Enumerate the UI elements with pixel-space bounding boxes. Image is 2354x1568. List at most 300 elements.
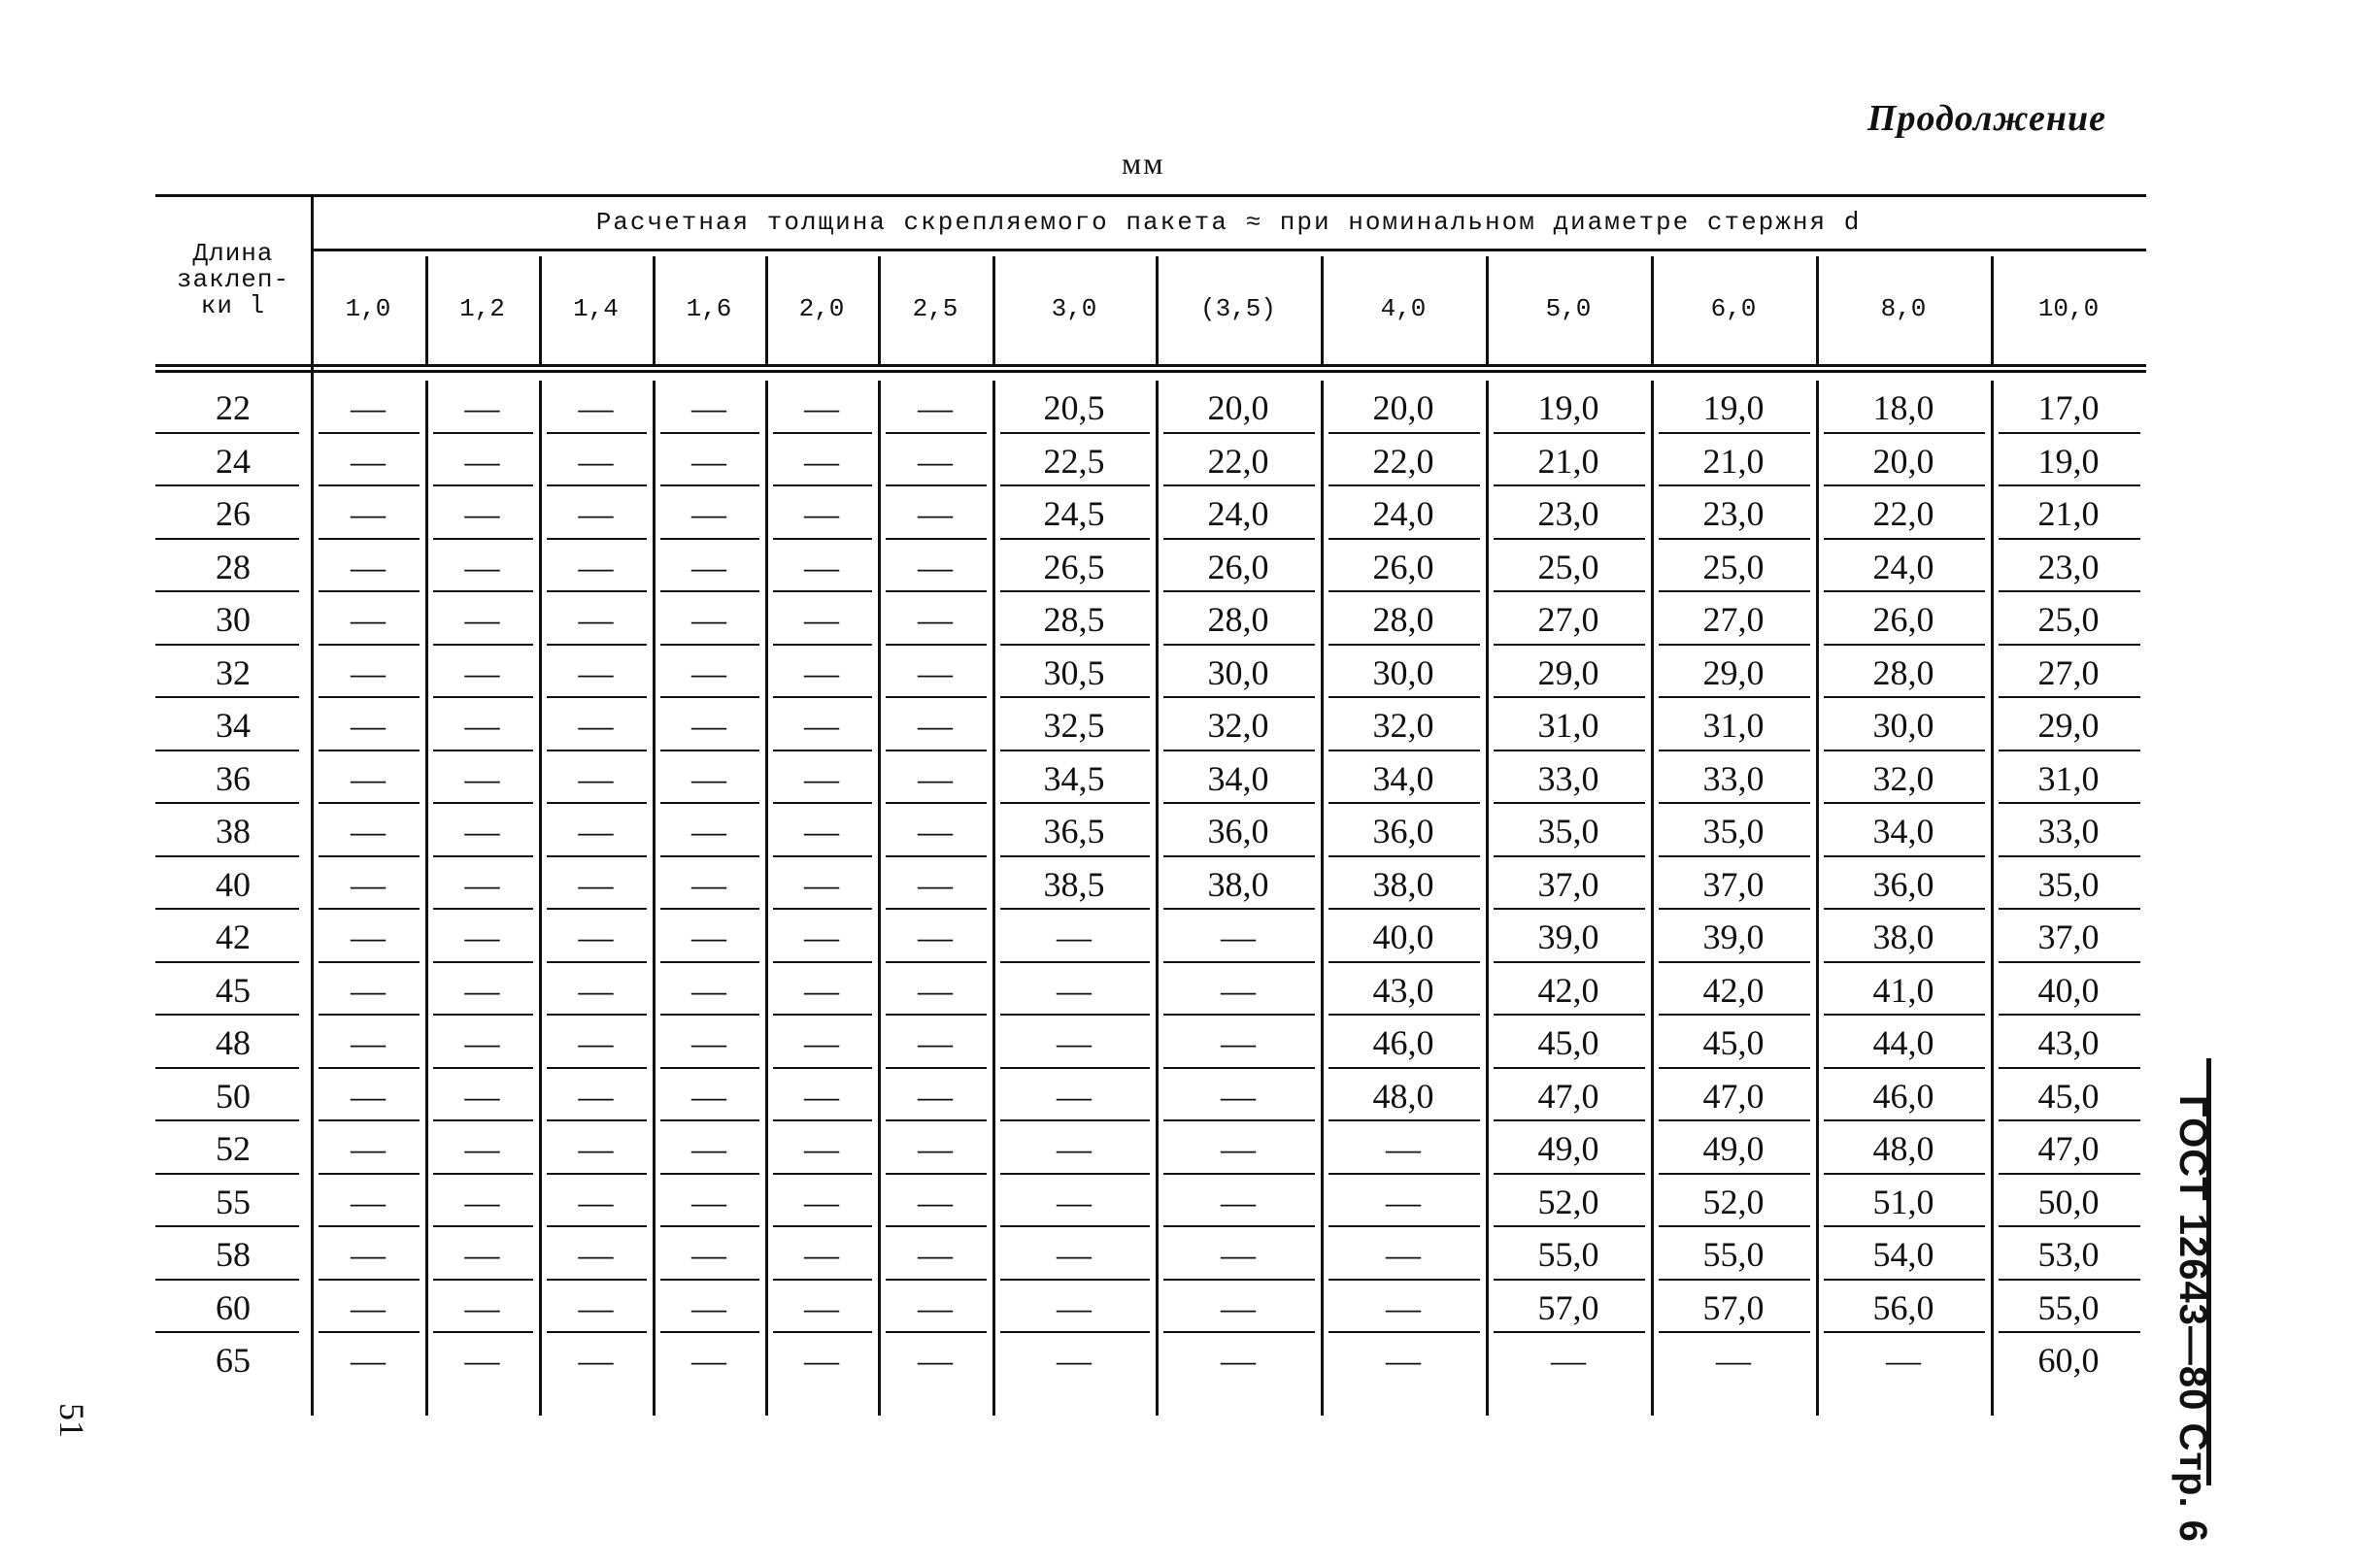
empty-value-cell: — — [804, 1235, 839, 1274]
row-rule — [773, 590, 872, 592]
row-rule — [660, 750, 759, 751]
empty-value-cell: — — [464, 1023, 500, 1062]
row-rule — [433, 1225, 533, 1227]
empty-value-cell: — — [804, 706, 839, 745]
thickness-value-cell: 52,0 — [1702, 1182, 1765, 1221]
empty-value-cell: — — [464, 1287, 500, 1327]
row-rule — [660, 802, 759, 804]
row-rule — [1494, 1173, 1645, 1175]
thickness-value-cell: 24,0 — [1372, 494, 1434, 533]
row-rule — [1999, 1014, 2140, 1016]
thickness-value-cell: 39,0 — [1537, 917, 1599, 956]
row-rule — [1999, 1225, 2140, 1227]
row-rule — [886, 484, 987, 486]
empty-value-cell: — — [804, 441, 839, 481]
row-rule — [319, 1119, 420, 1121]
row-rule — [660, 1173, 759, 1175]
empty-value-cell: — — [351, 1235, 386, 1274]
row-rule — [886, 961, 987, 963]
empty-value-cell: — — [578, 388, 614, 427]
thickness-value-cell: 22,0 — [1207, 441, 1269, 481]
row-rule — [319, 1014, 420, 1016]
side-reference: ГОСТ 12643—80 Стр. 6 — [2171, 1095, 2214, 1543]
row-rule — [1659, 908, 1810, 910]
row-rule — [1328, 1119, 1480, 1121]
row-rule — [1824, 644, 1985, 646]
row-rule — [886, 644, 987, 646]
empty-value-cell: — — [804, 1129, 839, 1168]
length-header-line: ки l — [200, 291, 266, 320]
row-rule — [1328, 1331, 1480, 1333]
row-rule — [1163, 590, 1315, 592]
thickness-value-cell: 51,0 — [1872, 1182, 1934, 1221]
thickness-value-cell: 48,0 — [1372, 1076, 1434, 1116]
empty-value-cell: — — [578, 1235, 614, 1274]
thickness-value-cell: 44,0 — [1872, 1023, 1934, 1062]
empty-value-cell: — — [578, 1076, 614, 1116]
thickness-value-cell: 28,5 — [1043, 600, 1105, 639]
row-rule — [1328, 590, 1480, 592]
row-rule — [433, 908, 533, 910]
row-rule — [660, 484, 759, 486]
thickness-value-cell: 43,0 — [1372, 970, 1434, 1010]
row-rule — [433, 1173, 533, 1175]
row-rule — [660, 1279, 759, 1281]
rivet-length-cell: 30 — [216, 600, 251, 639]
row-rule — [1659, 1173, 1810, 1175]
empty-value-cell: — — [351, 652, 386, 692]
empty-value-cell: — — [691, 600, 726, 639]
row-rule — [773, 644, 872, 646]
row-rule — [433, 961, 533, 963]
rivet-length-cell: 38 — [216, 812, 251, 851]
row-rule — [319, 538, 420, 540]
row-rule — [1999, 1279, 2140, 1281]
empty-value-cell: — — [578, 600, 614, 639]
row-rule — [1824, 855, 1985, 857]
row-rule — [319, 855, 420, 857]
thickness-value-cell: 46,0 — [1872, 1076, 1934, 1116]
empty-value-cell: — — [464, 441, 500, 481]
row-rule — [547, 1014, 647, 1016]
empty-value-cell: — — [804, 864, 839, 904]
row-rule — [433, 696, 533, 698]
empty-value-cell: — — [691, 812, 726, 851]
empty-value-cell: — — [1057, 970, 1092, 1010]
empty-value-cell: — — [1221, 1023, 1256, 1062]
row-rule — [1000, 484, 1150, 486]
empty-value-cell: — — [578, 812, 614, 851]
row-rule — [319, 644, 420, 646]
empty-value-cell: — — [804, 494, 839, 533]
empty-value-cell: — — [1057, 1235, 1092, 1274]
empty-value-cell: — — [918, 706, 953, 745]
row-rule — [433, 484, 533, 486]
row-rule — [773, 855, 872, 857]
rivet-length-cell: 42 — [216, 917, 251, 956]
thickness-value-cell: 27,0 — [1702, 600, 1765, 639]
row-rule — [660, 432, 759, 434]
thickness-value-cell: 22,0 — [1372, 441, 1434, 481]
row-rule — [886, 750, 987, 751]
empty-value-cell: — — [351, 1023, 386, 1062]
empty-value-cell: — — [691, 1076, 726, 1116]
empty-value-cell: — — [918, 1235, 953, 1274]
empty-value-cell: — — [1057, 1341, 1092, 1380]
row-rule — [1494, 802, 1645, 804]
thickness-value-cell: 45,0 — [2037, 1076, 2100, 1116]
row-rule — [1659, 432, 1810, 434]
row-rule — [1659, 1119, 1810, 1121]
empty-value-cell: — — [464, 547, 500, 586]
row-rule — [1000, 1173, 1150, 1175]
thickness-value-cell: 27,0 — [1537, 600, 1599, 639]
empty-value-cell: — — [691, 970, 726, 1010]
row-rule — [773, 538, 872, 540]
thickness-value-cell: 21,0 — [1537, 441, 1599, 481]
row-rule — [155, 1014, 299, 1016]
row-rule — [660, 908, 759, 910]
empty-value-cell: — — [464, 1341, 500, 1380]
diameter-header: 4,0 — [1380, 294, 1427, 323]
thickness-value-cell: 25,0 — [1537, 547, 1599, 586]
diameter-header: 3,0 — [1051, 294, 1097, 323]
thickness-value-cell: 55,0 — [2037, 1287, 2100, 1327]
thickness-value-cell: 45,0 — [1537, 1023, 1599, 1062]
thickness-value-cell: 20,0 — [1872, 441, 1934, 481]
row-rule — [547, 1225, 647, 1227]
empty-value-cell: — — [1716, 1341, 1751, 1380]
thickness-value-cell: 35,0 — [2037, 864, 2100, 904]
row-rule — [547, 696, 647, 698]
row-rule — [886, 802, 987, 804]
empty-value-cell: — — [691, 917, 726, 956]
row-rule — [1659, 538, 1810, 540]
row-rule — [773, 484, 872, 486]
row-rule — [660, 1067, 759, 1069]
row-rule — [773, 908, 872, 910]
empty-value-cell: — — [578, 1287, 614, 1327]
row-rule — [660, 590, 759, 592]
row-rule — [1163, 1119, 1315, 1121]
thickness-value-cell: 32,5 — [1043, 706, 1105, 745]
empty-value-cell: — — [918, 441, 953, 481]
row-rule — [155, 644, 299, 646]
row-rule — [1000, 802, 1150, 804]
header-bottom-rule-2 — [155, 370, 2146, 373]
row-rule — [886, 855, 987, 857]
empty-value-cell: — — [578, 758, 614, 798]
thickness-value-cell: 40,0 — [2037, 970, 2100, 1010]
empty-value-cell: — — [351, 388, 386, 427]
empty-value-cell: — — [464, 494, 500, 533]
empty-value-cell: — — [578, 1182, 614, 1221]
empty-value-cell: — — [1221, 970, 1256, 1010]
empty-value-cell: — — [691, 1129, 726, 1168]
thickness-value-cell: 22,0 — [1872, 494, 1934, 533]
row-rule — [1000, 1225, 1150, 1227]
rivet-length-cell: 52 — [216, 1129, 251, 1168]
row-rule — [433, 538, 533, 540]
empty-value-cell: — — [918, 1182, 953, 1221]
thickness-value-cell: 32,0 — [1372, 706, 1434, 745]
row-rule — [1824, 1119, 1985, 1121]
thickness-value-cell: 28,0 — [1872, 652, 1934, 692]
row-rule — [1999, 1067, 2140, 1069]
thickness-value-cell: 23,0 — [1537, 494, 1599, 533]
row-rule — [886, 696, 987, 698]
thickness-value-cell: 36,0 — [1207, 812, 1269, 851]
thickness-value-cell: 47,0 — [1702, 1076, 1765, 1116]
empty-value-cell: — — [691, 652, 726, 692]
row-rule — [1000, 696, 1150, 698]
empty-value-cell: — — [804, 758, 839, 798]
row-rule — [547, 961, 647, 963]
empty-value-cell: — — [351, 441, 386, 481]
row-rule — [886, 1331, 987, 1333]
row-rule — [547, 1331, 647, 1333]
row-rule — [547, 855, 647, 857]
row-rule — [773, 1119, 872, 1121]
row-rule — [1163, 1014, 1315, 1016]
row-rule — [1824, 590, 1985, 592]
row-rule — [547, 802, 647, 804]
thickness-value-cell: 21,0 — [1702, 441, 1765, 481]
thickness-value-cell: 24,0 — [1872, 547, 1934, 586]
empty-value-cell: — — [1221, 917, 1256, 956]
empty-value-cell: — — [1057, 1076, 1092, 1116]
units-label: мм — [1122, 146, 1165, 181]
empty-value-cell: — — [464, 1076, 500, 1116]
empty-value-cell: — — [1386, 1182, 1421, 1221]
empty-value-cell: — — [351, 1341, 386, 1380]
empty-value-cell: — — [464, 600, 500, 639]
row-rule — [1000, 644, 1150, 646]
row-rule — [1328, 750, 1480, 751]
thickness-value-cell: 37,0 — [1537, 864, 1599, 904]
empty-value-cell: — — [578, 1341, 614, 1380]
row-rule — [1494, 961, 1645, 963]
thickness-value-cell: 43,0 — [2037, 1023, 2100, 1062]
row-rule — [319, 961, 420, 963]
empty-value-cell: — — [351, 600, 386, 639]
thickness-value-cell: 28,0 — [1207, 600, 1269, 639]
thickness-value-cell: 47,0 — [1537, 1076, 1599, 1116]
empty-value-cell: — — [578, 864, 614, 904]
empty-value-cell: — — [918, 812, 953, 851]
row-rule — [155, 538, 299, 540]
row-rule — [886, 1014, 987, 1016]
row-rule — [1494, 590, 1645, 592]
empty-value-cell: — — [804, 600, 839, 639]
row-rule — [155, 1279, 299, 1281]
empty-value-cell: — — [1057, 1182, 1092, 1221]
thickness-value-cell: 31,0 — [2037, 758, 2100, 798]
thickness-value-cell: 50,0 — [2037, 1182, 2100, 1221]
thickness-value-cell: 52,0 — [1537, 1182, 1599, 1221]
row-rule — [155, 802, 299, 804]
row-rule — [886, 908, 987, 910]
row-rule — [1328, 1173, 1480, 1175]
empty-value-cell: — — [1386, 1129, 1421, 1168]
thickness-value-cell: 21,0 — [2037, 494, 2100, 533]
row-rule — [1000, 590, 1150, 592]
empty-value-cell: — — [804, 812, 839, 851]
empty-value-cell: — — [918, 600, 953, 639]
row-rule — [1163, 961, 1315, 963]
row-rule — [886, 1279, 987, 1281]
empty-value-cell: — — [918, 494, 953, 533]
empty-value-cell: — — [578, 706, 614, 745]
thickness-value-cell: 28,0 — [1372, 600, 1434, 639]
thickness-value-cell: 36,0 — [1872, 864, 1934, 904]
empty-value-cell: — — [691, 1235, 726, 1274]
thickness-value-cell: 33,0 — [2037, 812, 2100, 851]
thickness-table — [155, 194, 2146, 1476]
empty-value-cell: — — [464, 1182, 500, 1221]
row-rule — [547, 432, 647, 434]
row-rule — [1000, 538, 1150, 540]
rivet-length-cell: 26 — [216, 494, 251, 533]
row-rule — [773, 750, 872, 751]
rivet-length-cell: 24 — [216, 441, 251, 481]
empty-value-cell: — — [464, 970, 500, 1010]
empty-value-cell: — — [578, 1129, 614, 1168]
thickness-value-cell: 38,5 — [1043, 864, 1105, 904]
thickness-value-cell: 23,0 — [1702, 494, 1765, 533]
row-rule — [1328, 802, 1480, 804]
empty-value-cell: — — [918, 1341, 953, 1380]
empty-value-cell: — — [918, 388, 953, 427]
row-rule — [886, 1173, 987, 1175]
row-rule — [1659, 750, 1810, 751]
row-rule — [547, 644, 647, 646]
empty-value-cell: — — [578, 1023, 614, 1062]
diameter-header: 6,0 — [1710, 294, 1757, 323]
empty-value-cell: — — [691, 1182, 726, 1221]
row-rule — [1824, 1331, 1985, 1333]
row-rule — [1999, 538, 2140, 540]
row-rule — [319, 432, 420, 434]
empty-value-cell: — — [351, 864, 386, 904]
empty-value-cell: — — [691, 1287, 726, 1327]
row-rule — [433, 590, 533, 592]
row-rule — [1824, 484, 1985, 486]
empty-value-cell: — — [1221, 1129, 1256, 1168]
row-rule — [660, 538, 759, 540]
row-rule — [1000, 855, 1150, 857]
empty-value-cell: — — [804, 1287, 839, 1327]
diameter-header: (3,5) — [1199, 294, 1276, 323]
row-rule — [319, 750, 420, 751]
empty-value-cell: — — [464, 652, 500, 692]
row-rule — [773, 802, 872, 804]
row-rule — [1494, 696, 1645, 698]
thickness-value-cell: 19,0 — [2037, 441, 2100, 481]
empty-value-cell: — — [1057, 917, 1092, 956]
row-rule — [660, 961, 759, 963]
row-rule — [886, 590, 987, 592]
row-rule — [433, 1331, 533, 1333]
row-rule — [155, 1119, 299, 1121]
header-bottom-rule — [155, 364, 2146, 367]
thickness-value-cell: 29,0 — [1537, 652, 1599, 692]
row-rule — [155, 961, 299, 963]
row-rule — [1494, 432, 1645, 434]
row-rule — [1999, 961, 2140, 963]
empty-value-cell: — — [918, 1287, 953, 1327]
row-rule — [1494, 908, 1645, 910]
length-header-line: заклеп- — [176, 265, 290, 294]
thickness-value-cell: 42,0 — [1537, 970, 1599, 1010]
row-rule — [1163, 484, 1315, 486]
row-rule — [1000, 961, 1150, 963]
empty-value-cell: — — [691, 1341, 726, 1380]
empty-value-cell: — — [578, 441, 614, 481]
row-rule — [1328, 644, 1480, 646]
empty-value-cell: — — [1386, 1235, 1421, 1274]
row-rule — [319, 908, 420, 910]
diameter-header: 10,0 — [2037, 294, 2100, 323]
row-rule — [547, 908, 647, 910]
row-rule — [1824, 696, 1985, 698]
empty-value-cell: — — [1057, 1129, 1092, 1168]
thickness-value-cell: 41,0 — [1872, 970, 1934, 1010]
thickness-value-cell: 55,0 — [1537, 1235, 1599, 1274]
thickness-value-cell: 33,0 — [1702, 758, 1765, 798]
empty-value-cell: — — [464, 1235, 500, 1274]
row-rule — [1824, 1067, 1985, 1069]
empty-value-cell: — — [804, 970, 839, 1010]
row-rule — [1494, 644, 1645, 646]
diameter-header: 1,2 — [459, 294, 505, 323]
empty-value-cell: — — [351, 970, 386, 1010]
rivet-length-cell: 60 — [216, 1287, 251, 1327]
row-rule — [773, 432, 872, 434]
row-rule — [1659, 961, 1810, 963]
thickness-value-cell: 60,0 — [2037, 1341, 2100, 1380]
row-rule — [1328, 1067, 1480, 1069]
row-rule — [1163, 538, 1315, 540]
empty-value-cell: — — [351, 706, 386, 745]
empty-value-cell: — — [464, 917, 500, 956]
diameter-header: 1,4 — [573, 294, 619, 323]
empty-value-cell: — — [691, 1023, 726, 1062]
thickness-value-cell: 26,0 — [1372, 547, 1434, 586]
length-header-line: Длина — [192, 239, 274, 268]
row-rule — [1494, 855, 1645, 857]
row-rule — [773, 1279, 872, 1281]
row-rule — [319, 1173, 420, 1175]
row-rule — [433, 855, 533, 857]
row-rule — [1000, 1331, 1150, 1333]
row-rule — [773, 696, 872, 698]
empty-value-cell: — — [1551, 1341, 1586, 1380]
row-rule — [155, 432, 299, 434]
row-rule — [1163, 802, 1315, 804]
group-header: Расчетная толщина скрепляемого пакета ≈ при номинальном диаметре стержня d — [595, 208, 1862, 237]
row-rule — [319, 802, 420, 804]
empty-value-cell: — — [804, 1076, 839, 1116]
row-rule — [1328, 908, 1480, 910]
empty-value-cell: — — [918, 652, 953, 692]
empty-value-cell: — — [351, 1129, 386, 1168]
continuation-label: Продолжение — [1866, 98, 2106, 139]
empty-value-cell: — — [918, 970, 953, 1010]
row-rule — [1163, 1279, 1315, 1281]
empty-value-cell: — — [351, 1076, 386, 1116]
empty-value-cell: — — [1886, 1341, 1921, 1380]
